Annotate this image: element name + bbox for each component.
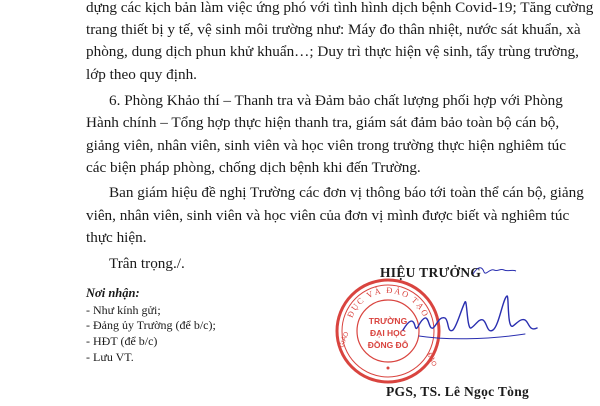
seal-right-text: ĐÀO [425,351,438,368]
recipient-item: - HĐT (để b/c) [86,334,158,348]
seal-left-text: GIÁO [338,331,351,349]
body-line: phòng, dung dịch phun khử khuẩn…; Duy trì thực hiện vệ sinh, tẩy trùng trường, [86,43,579,60]
body-line: viên, nhân viên, sinh viên và học viên của đơn vị mình được biết và nghiêm túc [86,207,570,224]
seal-center-line: ĐẠI HỌC [370,328,406,338]
body-line: dựng các kịch bản làm việc ứng phó với tình hình dịch bệnh Covid-19; Tăng cường [86,0,594,16]
handwritten-signature [395,290,545,350]
recipient-item: - Đảng ủy Trường (để b/c); [86,318,216,332]
signature-title: HIỆU TRƯỞNG [380,265,482,280]
body-line: lớp theo quy định. [86,66,197,83]
seal-ring-text: ĐỤC VÀ ĐÀO TẠO [344,284,432,320]
body-line: Hành chính – Tổng hợp thực hiện thanh tra, giám sát đảm bảo toàn bộ cán bộ, [86,114,560,131]
recipient-item: - Như kính gửi; [86,303,161,317]
signer-name: PGS, TS. Lê Ngọc Tòng [386,384,530,399]
recipients-title: Nơi nhận: [86,286,140,300]
initial-scribble [470,262,518,280]
seal-center-line: ĐỒNG ĐÔ [367,340,409,350]
body-line: trang thiết bị y tế, vệ sinh môi trường như: Máy đo thân nhiệt, nước sát khuẩn, xà [86,21,581,38]
body-line: thực hiện. [86,229,147,246]
body-line: giảng viên, nhân viên, sinh viên và học viên trong trường thực hiện nghiêm túc [86,137,567,154]
recipient-item: - Lưu VT. [86,350,134,364]
body-line: 6. Phòng Khảo thí – Thanh tra và Đảm bảo chất lượng phối hợp với Phòng [109,92,563,109]
seal-center-line: TRƯỜNG [368,316,408,326]
body-line: các biện pháp phòng, chống dịch bệnh khi đến Trường. [86,159,421,176]
body-line: Ban giám hiệu đề nghị Trường các đơn vị thông báo tới toàn thể cán bộ, giảng [109,184,584,201]
closing-line: Trân trọng./. [109,255,185,272]
